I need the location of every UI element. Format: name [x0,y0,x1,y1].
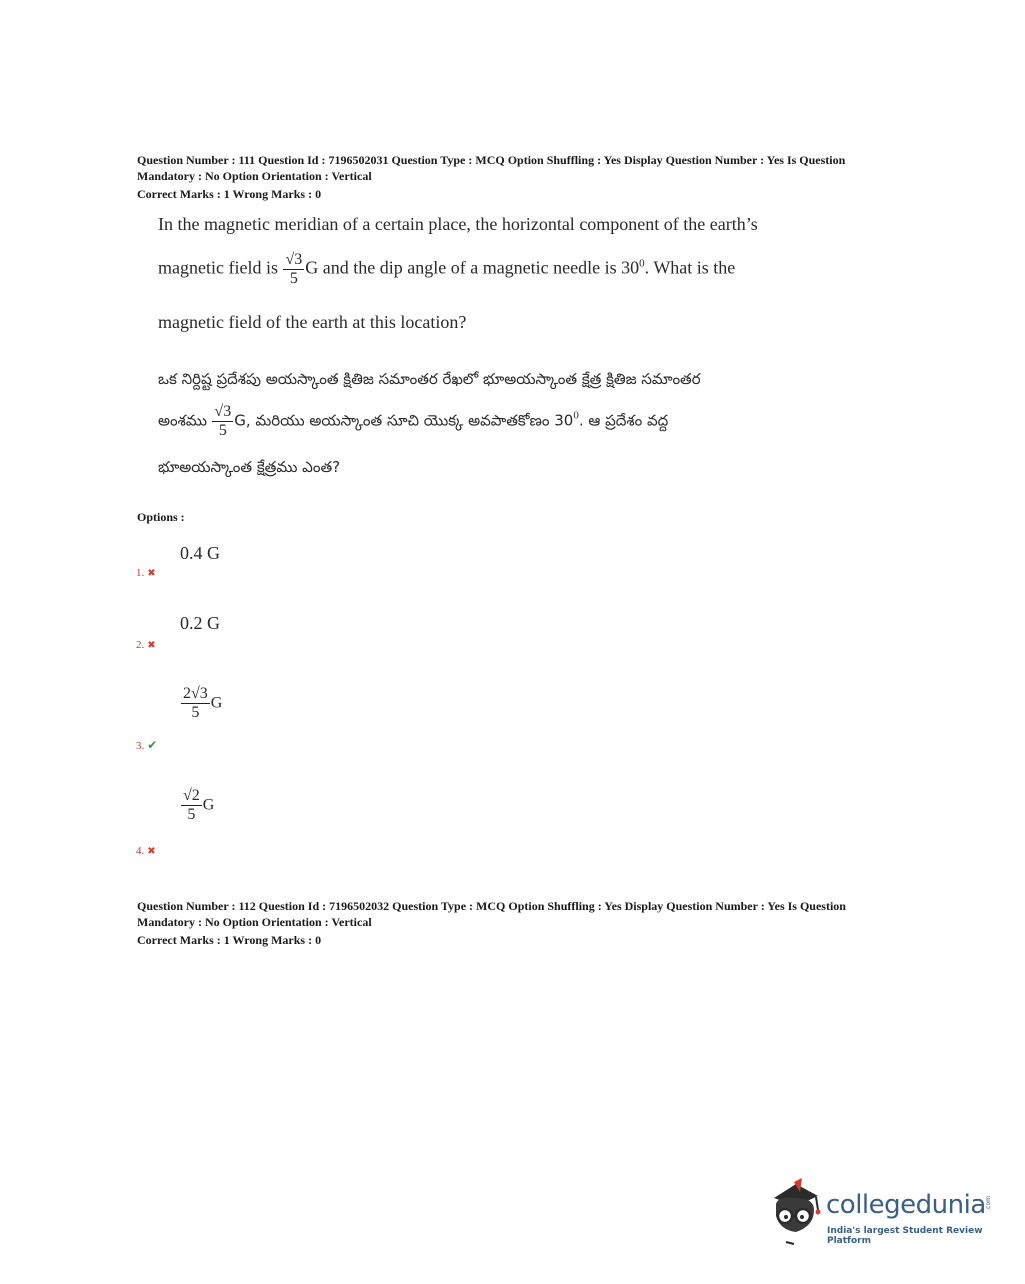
q111-en-sup: 0 [639,257,645,270]
option-4-frac-num: √2 [183,787,200,804]
q111-en-line2-post: . What is the [644,257,736,278]
q111-header-line1: Question Number : 111 Question Id : 7196502031 Question Type : MCQ Option Shuffling : Yes Display Question Number : Yes Is Question [137,153,846,167]
option-4-frac-den: 5 [187,806,196,823]
q111-te-frac-num: √3 [214,403,232,420]
option-2-value[interactable]: 0.2 G [180,613,220,633]
option-4-label: 4. [136,845,145,857]
q112-header [137,898,897,948]
wrong-mark-icon: ✖ [147,846,156,857]
q111-te-line1: ఒక నిర్దిష్ట ప్రదేశపు అయస్కాంత క్షితిజ సమాంతర రేఖలో భూఅయస్కాంత క్షేత్ర క్షితిజ సమాంతర [158,370,701,388]
options-label: Options : [137,510,185,524]
q111-en-line2 [158,252,735,287]
collegedunia-mascot-icon [766,1176,828,1248]
q111-te-frac-den: 5 [218,422,227,439]
q111-en-fraction [283,252,304,287]
q111-telugu-text [158,370,818,490]
option-4-fraction [181,788,202,823]
q111-en-line1: In the magnetic meridian of a certain place, the horizontal component of the earth’s [158,214,758,234]
wrong-mark-icon: ✖ [147,568,156,579]
option-3-frac-num: 2√3 [183,685,208,702]
collegedunia-tagline: India's largest Student Review Platform [827,1226,983,1246]
wrong-mark-icon: ✖ [147,640,156,651]
option-4-number [136,845,156,857]
correct-check-icon: ✔ [147,738,158,752]
q111-te-fraction [212,404,233,439]
q111-te-sup: 0 [573,409,579,422]
option-4-value[interactable] [180,788,214,823]
q112-header-line1: Question Number : 112 Question Id : 7196502032 Question Type : MCQ Option Shuffling : Yes Display Question Number : Yes Is Question [137,899,846,913]
q111-te-line2-pre: అంశము [158,411,207,430]
q111-header [137,152,897,202]
option-3-unit: G [210,694,223,712]
q112-header-line2: Mandatory : No Option Orientation : Vertical [137,915,372,929]
q111-te-line2-mid: G, మరియు అయస్కాంత సూచి యొక్క అవపాతకోణం 30 [234,411,574,430]
q111-english-text [158,214,818,334]
q111-en-line2-pre: magnetic field is [158,257,278,278]
option-3-frac-den: 5 [191,704,200,721]
q111-en-line2-mid: G and the dip angle of a magnetic needle is 30 [305,257,640,278]
collegedunia-dotcom: .com [985,1196,992,1211]
q111-marks: Correct Marks : 1 Wrong Marks : 0 [137,187,322,201]
q111-en-frac-num: √3 [285,251,303,268]
q111-header-line2: Mandatory : No Option Orientation : Vertical [137,169,372,183]
q111-te-line3: భూఅయస్కాంత క్షేత్రము ఎంత? [158,458,341,476]
q111-en-frac-den: 5 [289,270,298,287]
q111-te-line2-post: . ఆ ప్రదేశం వద్ద [578,411,669,430]
option-2-number [136,639,156,651]
option-1-label: 1. [136,567,145,579]
collegedunia-brand: collegedunia [826,1190,986,1220]
option-3-number [136,738,157,753]
q111-en-line3: magnetic field of the earth at this location? [158,312,467,332]
q111-te-line2 [158,404,668,439]
option-1-number [136,567,156,579]
q112-marks: Correct Marks : 1 Wrong Marks : 0 [137,933,322,947]
option-3-value[interactable] [180,686,222,721]
option-4-unit: G [202,796,215,814]
option-1-value[interactable]: 0.4 G [180,543,220,563]
option-3-fraction [181,686,210,721]
option-2-label: 2. [136,639,145,651]
option-3-label: 3. [136,740,145,752]
